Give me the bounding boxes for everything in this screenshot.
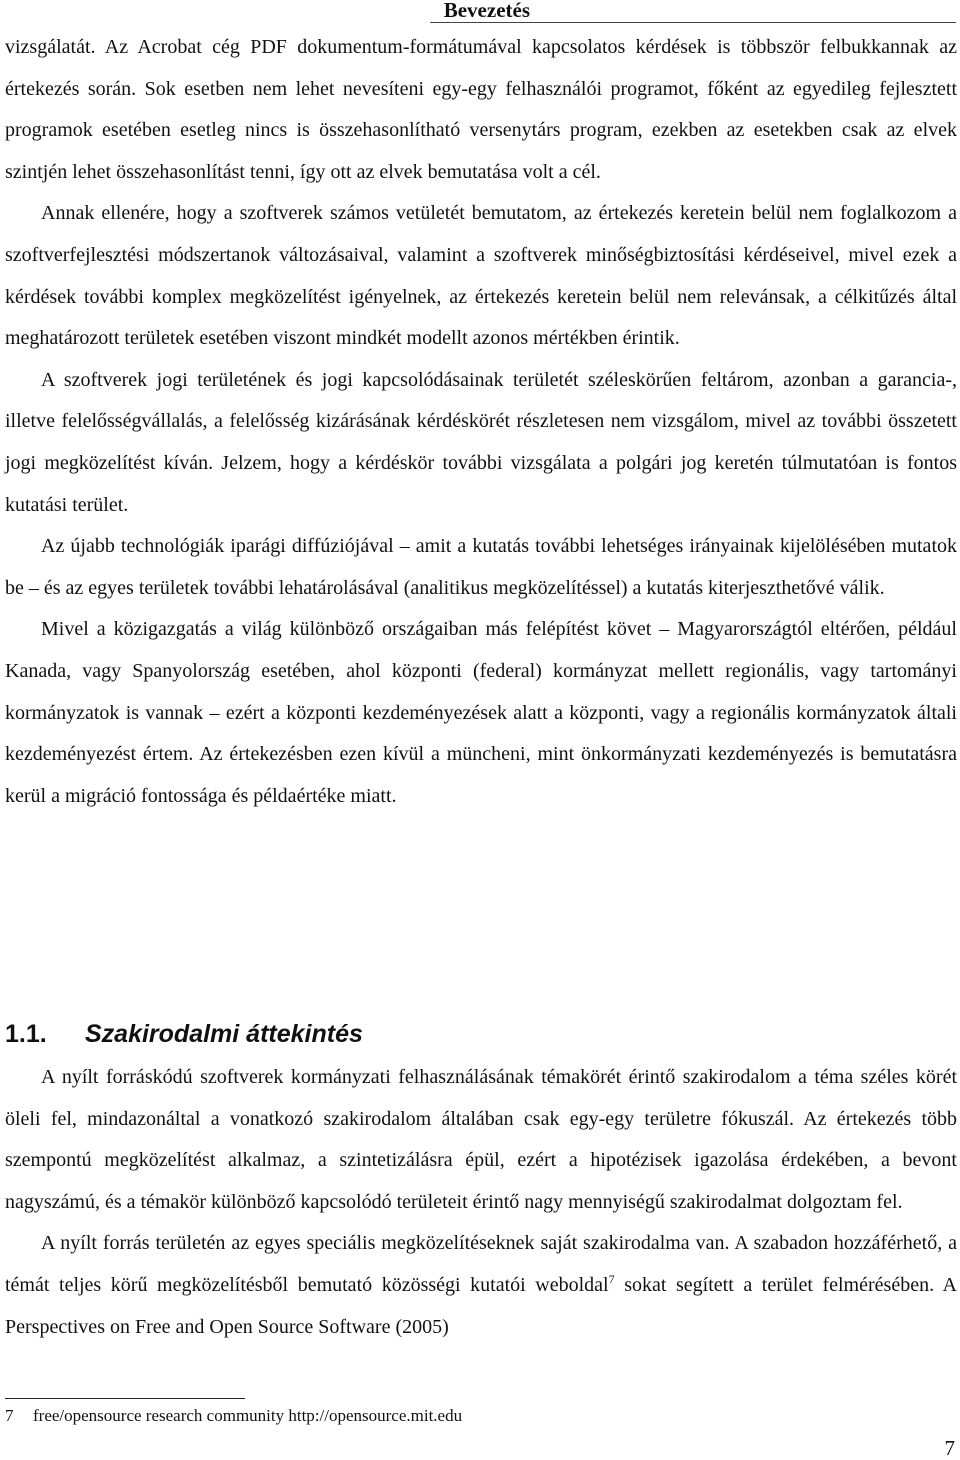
paragraph: A szoftverek jogi területének és jogi kapcsolódásainak területét széleskörűen feltárom, azonban a garancia-, illetve felelősségvállalás, a felelősség kizárásának kérdéskörét részletesen nem vizsgálom, mivel az további összetett jogi megközelítést kíván. Jelzem, hogy a kérdéskör további vizsgálata a polgári jog keretén túlmutatóan is fontos kutatási terület. (5, 368, 957, 516)
paragraph-with-footnote (5, 1223, 957, 1348)
paragraph-text: sokat segített a terület felmérésében. A Perspectives on Free and Open Source Software (2005) (5, 1273, 957, 1338)
intro-text (5, 27, 957, 817)
paragraph: Mivel a közigazgatás a világ különböző országaiban más felépítést követ – Magyarországtól eltérően, például Kanada, vagy Spanyolország esetében, ahol központi (federal) kormányzat mellett regionális, vagy tartományi kormányzatok is vannak – ezért a központi kezdeményezések alatt a központi, vagy a regionális kormányzatok általi kezdeményezést értem. Az értekezésben ezen kívül a müncheni, mint önkormányzati kezdeményezés is bemutatásra kerül a migráció fontossága és példaértéke miatt. (5, 618, 957, 807)
paragraph: Annak ellenére, hogy a szoftverek számos vetületét bemutatom, az értekezés keretein belül nem foglalkozom a szoftverfejlesztési módszertanok változásaival, valamint a szoftverek minőségbiztosítási kérdéseivel, mivel ezek a kérdések további komplex megközelítést igényelnek, az értekezés keretein belül nem relevánsak, a célkitűzés által meghatározott területek esetében viszont mindkét modellt azonos mértékben érintik. (5, 202, 957, 350)
paragraph: Az újabb technológiák iparági diffúziójával – amit a kutatás további lehetséges irányainak kijelölésében mutatok be – és az egyes területek további lehatárolásával (analitikus megközelítéssel) a kutatás kiterjeszthetővé válik. (5, 535, 957, 599)
footnote-reference[interactable]: 7 (608, 1271, 615, 1286)
paragraph-text: A nyílt forrás területén az egyes speciális megközelítéseknek saját szakirodalma van. A szabadon hozzáférhető, a témát teljes körű megközelítésből bemutató közösségi kutatói weboldal (5, 1232, 957, 1296)
paragraph: vizsgálatát. Az Acrobat cég PDF dokumentum-formátumával kapcsolatos kérdések is többször felbukkannak az értekezés során. Sok esetben nem lehet nevesíteni egy-egy felhasználói programot, főként az egyedileg fejlesztett programok esetében esetleg nincs is összehasonlítható versenytárs program, ezekben az esetekben csak az elvek szintjén lehet összehasonlítást tenni, így ott az elvek bemutatása volt a cél. (5, 36, 957, 183)
running-header: Bevezetés (443, 0, 530, 22)
footnote-text: free/opensource research community http://opensource.mit.edu (33, 1406, 463, 1425)
header-rule (430, 22, 956, 23)
page-number: 7 (944, 1436, 955, 1460)
footnote-number: 7 (5, 1406, 14, 1425)
footnote (5, 1405, 462, 1427)
section-number: 1.1. (5, 1020, 47, 1048)
footnote-separator (5, 1398, 245, 1399)
section-text (5, 1057, 957, 1348)
section-heading (5, 1012, 363, 1056)
section-title: Szakirodalmi áttekintés (85, 1020, 363, 1048)
paragraph: A nyílt forráskódú szoftverek kormányzati felhasználásának témakörét érintő szakirodalom a téma széles körét öleli fel, mindazonáltal a vonatkozó szakirodalom általában csak egy-egy területre fókuszál. Az értekezés több szempontú megközelítést alkalmaz, a szintetizálásra épül, ezért a hipotézisek igazolása érdekében, a bevont nagyszámú, és a témakör különböző kapcsolódó területeit érintő nagy mennyiségű szakirodalmat dolgoztam fel. (5, 1066, 957, 1213)
